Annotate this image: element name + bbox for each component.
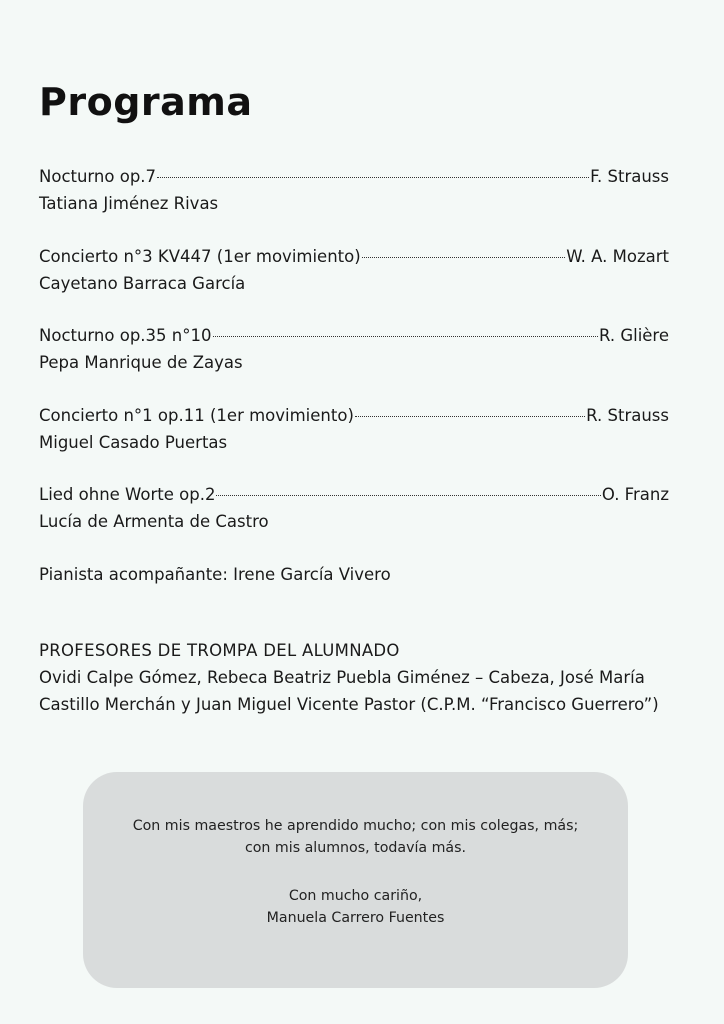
teachers-list: Ovidi Calpe Gómez, Rebeca Beatriz Puebla Giménez – Cabeza, José María Castillo Merchán y Juan Miguel Vicente Pastor (C.P.M. “Francisco Guerrero”) <box>39 668 659 714</box>
dot-leader <box>157 177 589 178</box>
program-line <box>39 402 669 429</box>
program-item <box>39 402 669 482</box>
work-title: Concierto n°1 op.11 (1er movimiento) <box>39 405 354 425</box>
composer-name: R. Strauss <box>586 405 669 425</box>
dot-leader <box>213 336 598 337</box>
dot-leader <box>216 495 600 496</box>
performer-name: Cayetano Barraca García <box>39 273 246 293</box>
closing <box>83 885 628 929</box>
program-line <box>39 163 669 190</box>
work-title: Nocturno op.35 n°10 <box>39 326 212 345</box>
program-line <box>39 243 669 270</box>
performer-name: Pepa Manrique de Zayas <box>39 353 243 372</box>
composer-name: O. Franz <box>601 485 669 504</box>
quote-line: Con mis maestros he aprendido mucho; con mis colegas, más; <box>132 818 579 834</box>
program-list <box>39 163 669 561</box>
teachers-section <box>39 637 679 718</box>
composer-name: R. Glière <box>598 326 669 345</box>
quote <box>83 815 628 859</box>
dot-leader <box>355 416 585 417</box>
work-title: Concierto n°3 KV447 (1er movimiento) <box>39 246 361 266</box>
teachers-heading: PROFESORES DE TROMPA DEL ALUMNADO <box>39 641 400 660</box>
composer-name: F. Strauss <box>590 167 669 186</box>
program-line <box>39 322 669 349</box>
program-item <box>39 243 669 323</box>
signature: Manuela Carrero Fuentes <box>266 910 445 926</box>
performer-name: Tatiana Jiménez Rivas <box>39 194 219 213</box>
performer-name: Lucía de Armenta de Castro <box>39 512 269 531</box>
program-line <box>39 481 669 508</box>
program-item <box>39 322 669 402</box>
composer-name: W. A. Mozart <box>566 246 669 266</box>
work-title: Lied ohne Worte op.2 <box>39 485 216 504</box>
dot-leader <box>362 257 566 258</box>
page-title: Programa <box>39 80 253 124</box>
closing-line: Con mucho cariño, <box>288 888 423 904</box>
dedication-box <box>83 772 628 988</box>
quote-line: con mis alumnos, todavía más. <box>244 840 467 856</box>
program-item <box>39 163 669 243</box>
work-title: Nocturno op.7 <box>39 167 157 186</box>
program-item <box>39 481 669 561</box>
pianist-credit: Pianista acompañante: Irene García Vivero <box>39 565 391 584</box>
performer-name: Miguel Casado Puertas <box>39 432 228 452</box>
